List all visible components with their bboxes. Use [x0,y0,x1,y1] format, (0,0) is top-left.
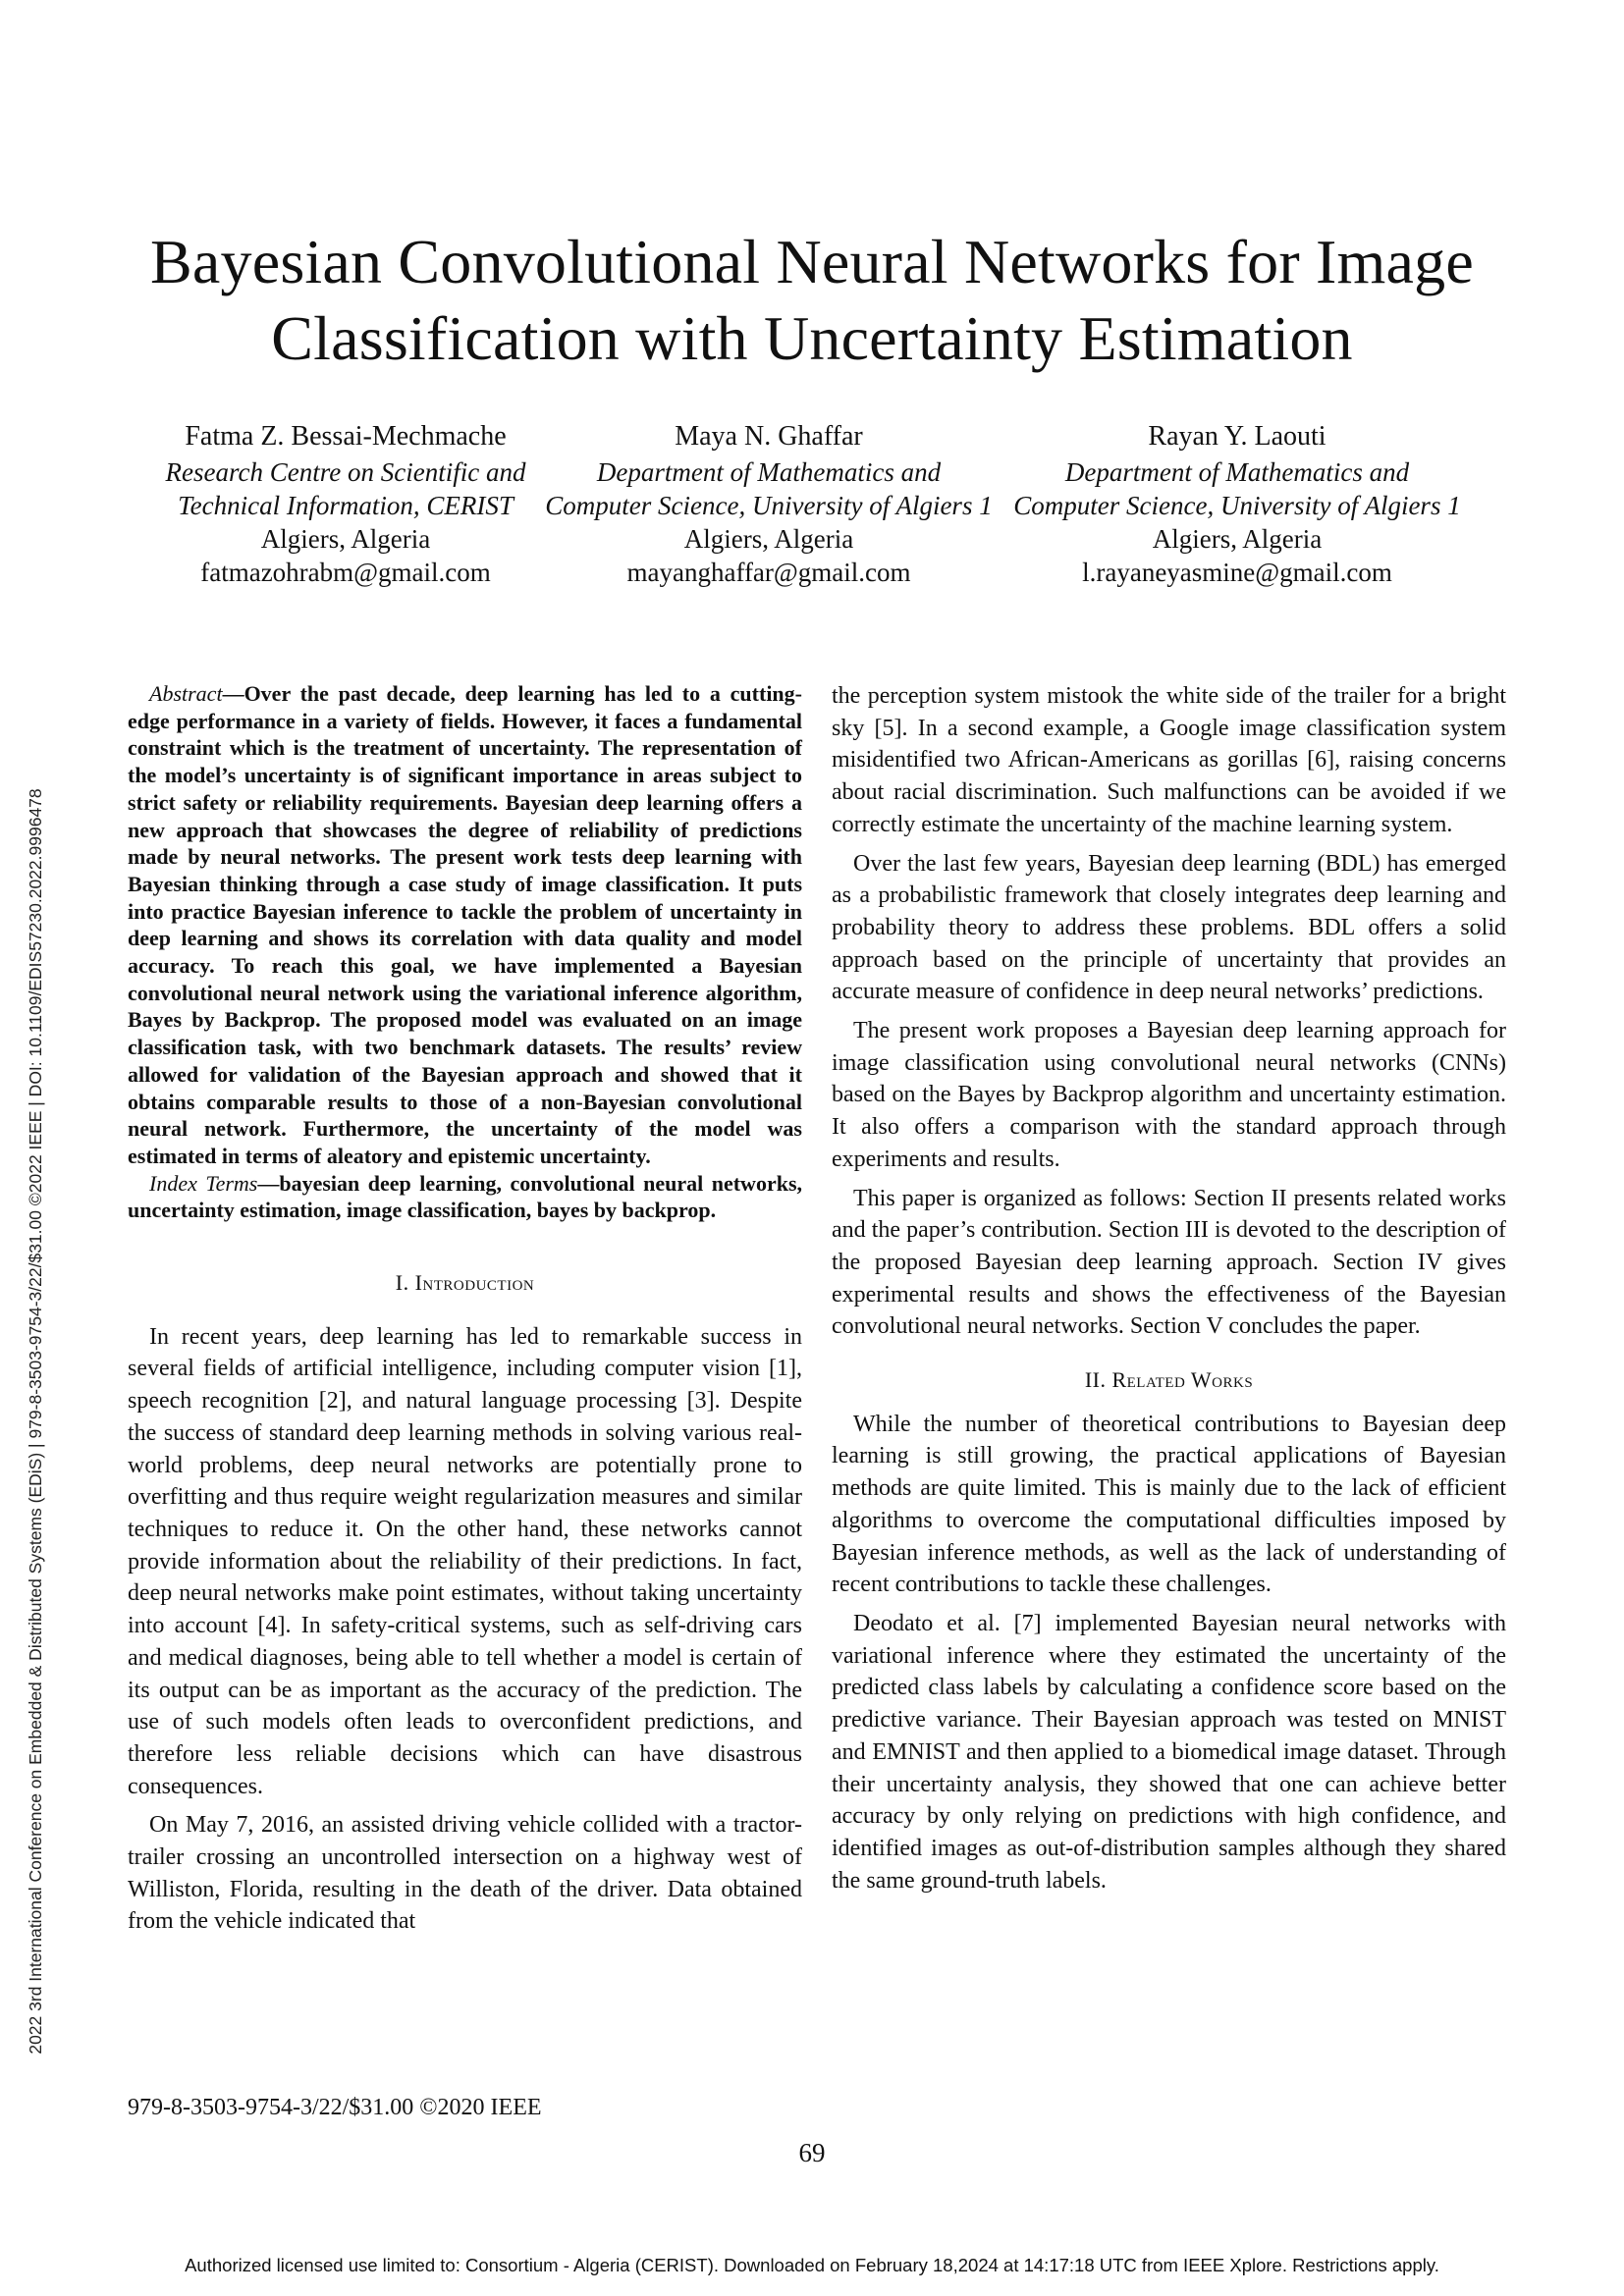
abstract-text: —Over the past decade, deep learning has led to a cutting-edge performance in a variety of fields. However, it faces a fundamental constraint which is the treatment of uncertainty. The representation of the model’s uncertainty is of significant importance in areas subject to strict safety or reliability requirements. Bayesian deep learning offers a new approach that showcases the degree of reliability of predictions made by neural networks. The present work tests deep learning with Bayesian thinking through a case study of image classification. It puts into practice Bayesian inference to tackle the problem of uncertainty in deep learning and shows its correlation with data quality and model accuracy. To reach this goal, we have implemented a Bayesian convolutional neural network using the variational inference algorithm, Bayes by Backprop. The proposed model was evaluated on an image classification task, with two benchmark datasets. The results’ review allowed for validation of the Bayesian approach and showed that it obtains comparable results to those of a non-Bayesian convolutional neural network. Furthermore, the uncertainty of the model was estimated in terms of aleatory and epistemic uncertainty. [128,681,802,1168]
author-affiliation-line1: Department of Mathematics and [596,457,942,487]
paragraph: The present work proposes a Bayesian deep learning approach for image classification using convolutional neural networks (CNNs) based on the Bayes by Backprop algorithm and uncertainty estimation. It also offers a comparison with the standard approach through experiments and results. [832,1018,1506,1172]
index-terms-label: Index Terms [149,1170,258,1196]
author-affiliation-line2: Technical Information, CERIST [178,491,514,520]
section-heading-introduction: I. Introduction [395,1270,535,1296]
abstract [128,680,802,1170]
paragraph: On May 7, 2016, an assisted driving vehicle collided with a tractor-trailer crossing an uncontrolled intersection on a highway west of Williston, Florida, resulting in the death of the driver. Data obtained from the vehicle indicated that [128,1812,802,1935]
right-column [832,680,1506,1896]
left-column [128,680,802,1938]
author-name: Fatma Z. Bessai-Mechmache [185,421,507,452]
paragraph: Over the last few years, Bayesian deep learning (BDL) has emerged as a probabilistic framework that closely integrates deep learning and probability theory to address these problems. BDL offers a solid approach based on the principle of uncertainty that provides an accurate measure of confidence in deep neural networks’ predictions. [832,850,1506,1005]
side-citation-banner: 2022 3rd International Conference on Embedded & Distributed Systems (EDiS) | 979-8-3503-9754-3/22/$31.00 ©2022 IEEE | DOI: 10.1109/EDIS57230.2022.9996478 [26,788,45,2055]
footer-copyright: 979-8-3503-9754-3/22/$31.00 ©2020 IEEE [128,2095,542,2120]
page-number: 69 [798,2138,826,2167]
paper-title: Bayesian Convolutional Neural Networks for Image Classification with Uncertainty Estimation [150,227,1474,373]
author-name: Maya N. Ghaffar [675,421,863,452]
author-email[interactable]: fatmazohrabm@gmail.com [200,558,491,587]
author-affiliation-line1: Research Centre on Scientific and [165,457,526,487]
paragraph: Deodato et al. [7] implemented Bayesian neural networks with variational inference where they estimated the uncertainty of the predicted class labels by calculating a confidence score based on the predictive variance. Their Bayesian approach was tested on MNIST and EMNIST and then applied to a biomedical image dataset. Through their uncertainty analysis, they showed that one can achieve better accuracy by only relying on predictions with high confidence, and identified images as out-of-distribution samples although they shared the same ground-truth labels. [832,1610,1506,1894]
author-city: Algiers, Algeria [1152,524,1323,554]
paragraph: While the number of theoretical contributions to Bayesian deep learning is still growing, the practical applications of Bayesian methods are quite limited. This is mainly due to the lack of efficient algorithms to overcome the computational difficulties imposed by Bayesian inference methods, as well as the lack of understanding of recent contributions to tackle these challenges. [832,1411,1506,1598]
author-block-2 [514,420,1024,589]
paragraph: In recent years, deep learning has led to remarkable success in several fields of artificial intelligence, including computer vision [1], speech recognition [2], and natural language processing [3]. Despite the success of standard deep learning methods in solving various real-world problems, deep neural networks are potentially prone to overfitting and thus require weight regularization measures and similar techniques to reduce it. On the other hand, these networks cannot provide information about the reliability of their predictions. In fact, deep neural networks make point estimates, without taking uncertainty into account [4]. In safety-critical systems, such as self-driving cars and medical diagnoses, being able to tell whether a model is certain of its output can be as important as the accuracy of the prediction. The use of such models often leads to overconfident predictions, and therefore less reliable decisions which can have disastrous consequences. [128,1323,802,1799]
author-email[interactable]: l.rayaneyasmine@gmail.com [1082,558,1392,587]
author-affiliation-line1: Department of Mathematics and [1064,457,1410,487]
author-name: Rayan Y. Laouti [1148,421,1326,452]
paragraph: This paper is organized as follows: Section II presents related works and the paper’s contribution. Section III is devoted to the description of the proposed Bayesian deep learning approach. Section IV gives experimental results and shows the effectiveness of the Bayesian convolutional neural networks. Section V concludes the paper. [832,1185,1506,1340]
index-terms [128,1170,802,1224]
section-heading-related-works: II. Related Works [1084,1367,1254,1393]
author-city: Algiers, Algeria [260,524,431,554]
author-affiliation-line2: Computer Science, University of Algiers 1 [1013,491,1461,520]
author-block-3 [982,420,1492,589]
author-affiliation-line2: Computer Science, University of Algiers 1 [545,491,993,520]
author-email[interactable]: mayanghaffar@gmail.com [626,558,911,587]
paragraph: the perception system mistook the white side of the trailer for a bright sky [5]. In a second example, a Google image classification system misidentified two African-Americans as gorillas [6], raising concerns about racial discrimination. Such malfunctions can be avoided if we correctly estimate the uncertainty of the machine learning system. [832,683,1506,837]
index-terms-text: —bayesian deep learning, convolutional neural networks, uncertainty estimation, image classification, bayes by backprop. [128,1170,803,1223]
abstract-label: Abstract [149,681,223,706]
authorization-notice: Authorized licensed use limited to: Consortium - Algeria (CERIST). Downloaded on February 18,2024 at 14:17:18 UTC from IEEE Xplore. Restrictions apply. [185,2255,1439,2275]
author-city: Algiers, Algeria [683,524,854,554]
